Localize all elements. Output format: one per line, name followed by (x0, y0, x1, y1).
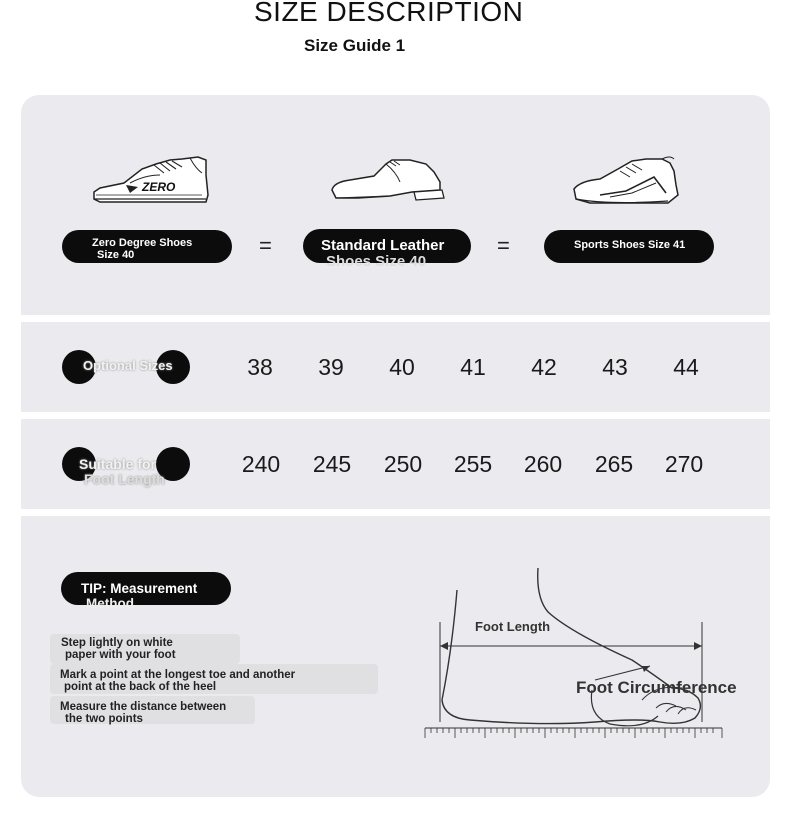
size-value: 38 (247, 354, 273, 380)
sports-shoe-icon (570, 155, 682, 209)
foot-measurement-diagram (420, 560, 730, 750)
leather-shoe-icon (330, 158, 448, 204)
foot-length-value: 260 (523, 451, 563, 477)
standard-leather-shoes-label: Standard Leather Shoes Size 40 (303, 229, 471, 263)
foot-length-value: 250 (383, 451, 423, 477)
zero-degree-shoes-label: Zero Degree Shoes Size 40 (62, 230, 232, 263)
foot-length-value: 245 (312, 451, 352, 477)
foot-length-value: 240 (241, 451, 281, 477)
foot-length-label: Suitable for Foot Length (62, 447, 190, 481)
tip-label: TIP: Measurement Method (61, 572, 231, 605)
size-value: 44 (673, 354, 699, 380)
sneaker-zero-icon (90, 155, 212, 210)
size-value: 41 (460, 354, 486, 380)
optional-sizes-label: Optional Sizes (62, 350, 190, 384)
zero-logo: ZERO (142, 180, 176, 194)
sports-shoes-label: Sports Shoes Size 41 (544, 230, 714, 263)
foot-length-value: 265 (594, 451, 634, 477)
page-title: SIZE DESCRIPTION (254, 0, 524, 27)
foot-length-diagram-label: Foot Length (475, 619, 551, 634)
page-subtitle: Size Guide 1 (304, 36, 406, 55)
step-2-text: Mark a point at the longest toe and another point at the back of the heel (60, 669, 296, 693)
size-value: 43 (602, 354, 628, 380)
foot-length-value: 255 (453, 451, 493, 477)
step-3-text: Measure the distance between the two points (60, 701, 227, 725)
foot-length-value: 270 (664, 451, 704, 477)
size-value: 42 (531, 354, 557, 380)
size-value: 39 (318, 354, 344, 380)
step-1-text: Step lightly on white paper with your foot (61, 637, 176, 661)
equals-sign: = (259, 233, 272, 258)
foot-circumference-label: Foot Circumference (576, 678, 737, 697)
equals-sign: = (497, 233, 510, 258)
size-value: 40 (389, 354, 415, 380)
